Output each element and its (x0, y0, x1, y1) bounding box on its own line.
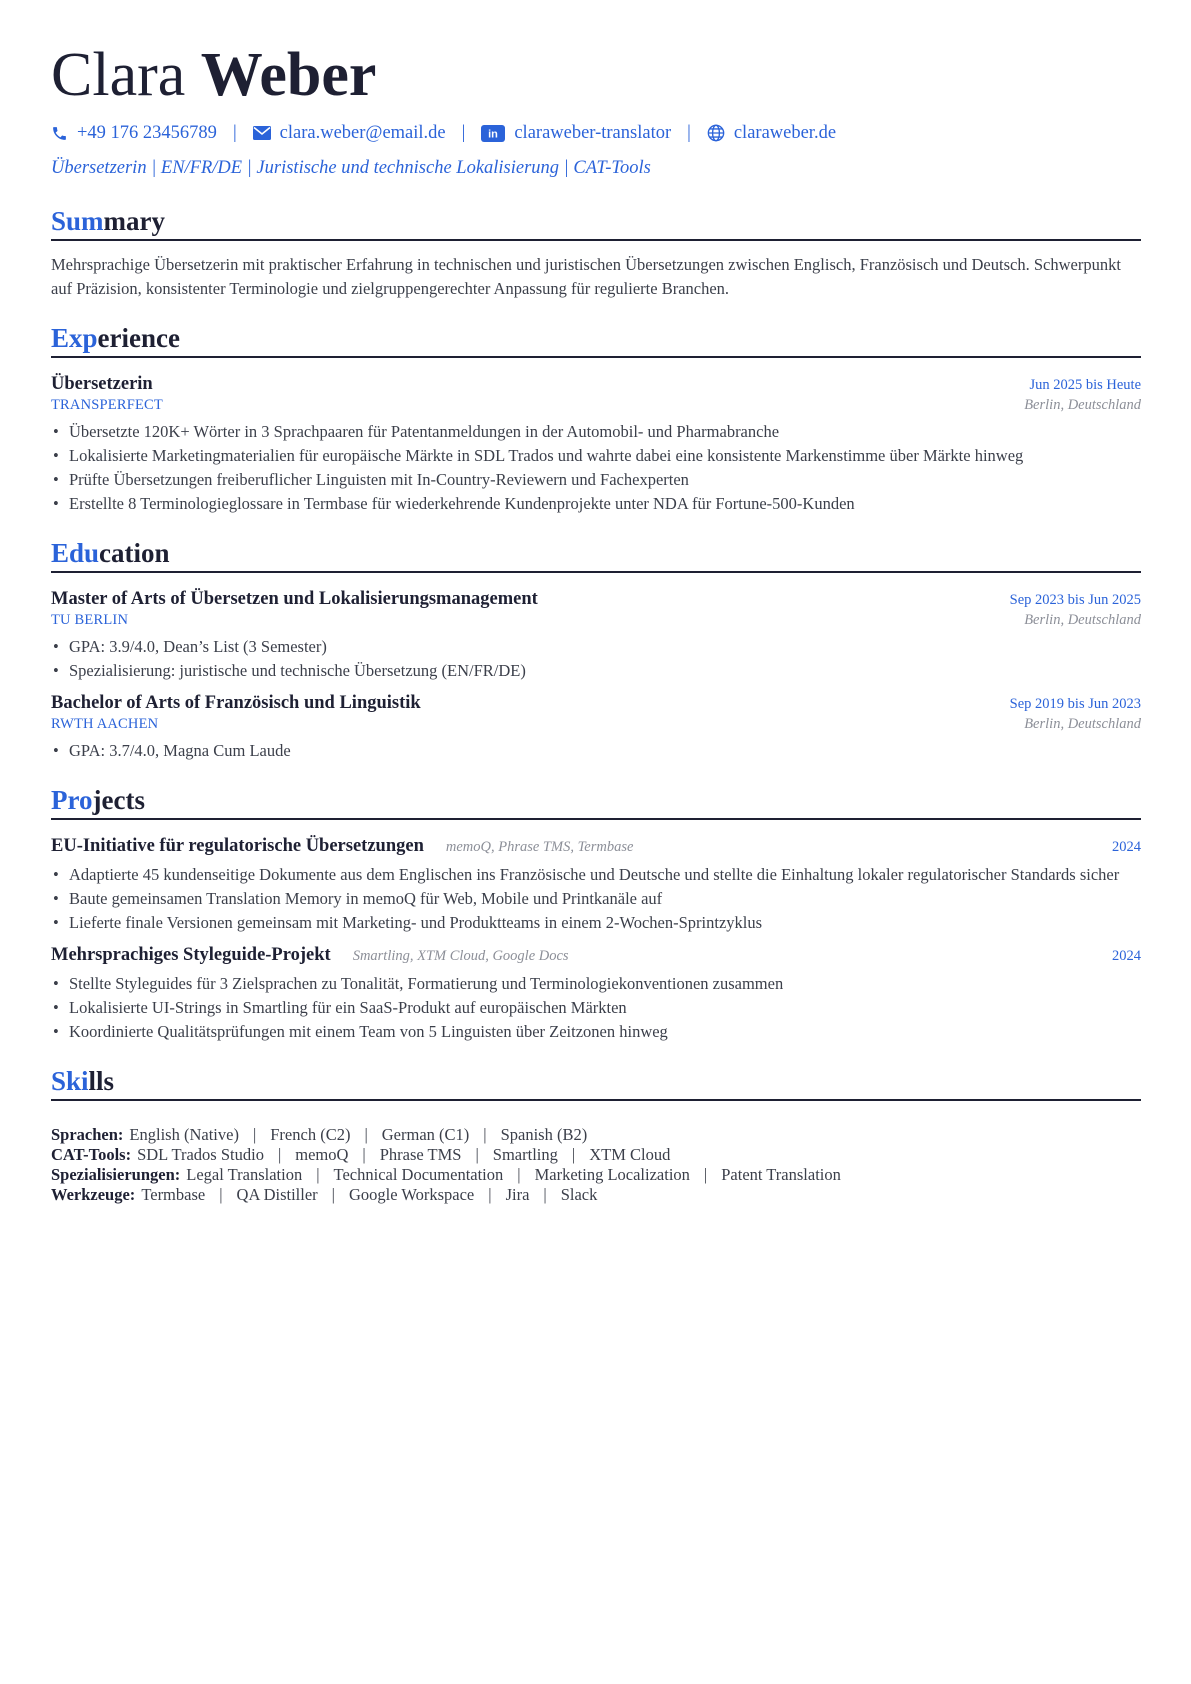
linkedin-text: claraweber-translator (514, 122, 672, 143)
project-tools: Smartling, XTM Cloud, Google Docs (352, 948, 569, 964)
date-range: Sep 2019 bis Jun 2023 (1009, 696, 1141, 712)
separator: | (316, 1165, 320, 1184)
bullet-item: • GPA: 3.7/4.0, Magna Cum Laude (51, 739, 1141, 763)
skill-category: Werkzeuge: (51, 1185, 136, 1204)
bullet-item: • Erstellte 8 Terminologieglossare in Termbase für wiederkehrende Kundenprojekte unter NDA für Fortune-500-Kunden (51, 492, 1141, 516)
title-rest: erience (97, 323, 180, 353)
skill-row (51, 1165, 1141, 1185)
skill-item: Google Workspace (348, 1185, 475, 1204)
skill-row (51, 1125, 1141, 1145)
skill-item: Slack (560, 1185, 598, 1204)
title-rest: jects (92, 785, 145, 815)
project-date: 2024 (1112, 948, 1141, 964)
bullet-list (51, 420, 1141, 516)
bullet-list (51, 863, 1141, 935)
bullet-item: • Prüfte Übersetzungen freiberuflicher Linguisten mit In-Country-Reviewern und Fachexperten (51, 468, 1141, 492)
bullet-item: • Stellte Styleguides für 3 Zielsprachen zu Tonalität, Formatierung und Terminologiekonventionen zusammen (51, 972, 1141, 996)
bullet-list (51, 739, 1141, 763)
bullet-item: • Baute gemeinsamen Translation Memory in memoQ für Web, Mobile und Printkanäle auf (51, 887, 1141, 911)
separator: | (517, 1165, 521, 1184)
skill-item: Jira (505, 1185, 530, 1204)
title-rest: lls (88, 1066, 115, 1096)
phone-icon (51, 125, 68, 142)
bullet-item: • Adaptierte 45 kundenseitige Dokumente aus dem Englischen ins Französische und Deutsche und stellte die Einhaltung lokaler regulatorischer Standards sicher (51, 863, 1141, 887)
section-title (51, 536, 1141, 573)
experience-section (51, 321, 1141, 516)
project-tools: memoQ, Phrase TMS, Termbase (445, 839, 634, 855)
skill-item: Termbase (141, 1185, 206, 1204)
project-date: 2024 (1112, 839, 1141, 855)
skill-item: Phrase TMS (379, 1145, 462, 1164)
bullet-item: • GPA: 3.9/4.0, Dean’s List (3 Semester) (51, 635, 1141, 659)
education-section (51, 536, 1141, 763)
website-text: claraweber.de (733, 122, 837, 143)
education-entry (51, 693, 1141, 763)
linkedin-icon (481, 125, 505, 142)
email-text: clara.weber@email.de (279, 122, 446, 143)
job-title: Übersetzerin (51, 374, 153, 394)
bullet-item: • Lokalisierte UI-Strings in Smartling für ein SaaS-Produkt auf europäischen Märkten (51, 996, 1141, 1020)
skill-item: QA Distiller (236, 1185, 318, 1204)
contact-linkedin[interactable] (481, 123, 671, 144)
education-entry (51, 589, 1141, 683)
bullet-list (51, 972, 1141, 1044)
separator: | (571, 1145, 576, 1164)
skill-item: Smartling (492, 1145, 558, 1164)
section-title (51, 204, 1141, 241)
skill-category: Sprachen: (51, 1125, 124, 1144)
skill-item: French (C2) (270, 1125, 351, 1144)
title-rest: cation (99, 538, 170, 568)
bullet-item: • Übersetzte 120K+ Wörter in 3 Sprachpaaren für Patentanmeldungen in der Automobil- und Pharmabranche (51, 420, 1141, 444)
skills-section (51, 1064, 1141, 1205)
skill-item: Spanish (B2) (500, 1125, 588, 1144)
skill-item: Legal Translation (186, 1165, 303, 1184)
last-name: Weber (200, 41, 377, 109)
skill-category: Spezialisierungen: (51, 1165, 181, 1184)
separator: | (219, 1185, 223, 1204)
separator: | (232, 122, 237, 143)
summary-text: Mehrsprachige Übersetzerin mit praktischer Erfahrung in technischen und juristischen Übersetzungen zwischen Englisch, Französisch und Deutsch. Schwerpunkt auf Präzision, konsistenter Terminologie und zielgruppengerechter Anpassung für regulierte Branchen. (51, 255, 1121, 298)
title-rest: mary (103, 206, 166, 236)
globe-icon (707, 124, 725, 142)
summary-section (51, 204, 1141, 301)
section-title (51, 783, 1141, 820)
project-title: Mehrsprachiges Styleguide-Projekt (51, 945, 331, 965)
skill-row (51, 1185, 1141, 1205)
skill-item: German (C1) (381, 1125, 470, 1144)
school-name: TU BERLIN (51, 612, 129, 628)
degree-title: Master of Arts of Übersetzen und Lokalisierungsmanagement (51, 589, 538, 609)
section-title (51, 321, 1141, 358)
skills-list (51, 1125, 1141, 1205)
separator: | (543, 1185, 547, 1204)
date-range: Sep 2023 bis Jun 2025 (1009, 592, 1141, 608)
school-name: RWTH AACHEN (51, 716, 159, 732)
skill-item: Technical Documentation (333, 1165, 504, 1184)
title-accent: Ski (51, 1066, 89, 1096)
skill-item: XTM Cloud (589, 1145, 671, 1164)
project-entry (51, 945, 1141, 1044)
separator: | (331, 1185, 335, 1204)
degree-title: Bachelor of Arts of Französisch und Linguistik (51, 693, 421, 713)
separator: | (364, 1125, 368, 1144)
project-title: EU-Initiative für regulatorische Übersetzungen (51, 836, 424, 856)
separator: | (362, 1145, 366, 1164)
skill-item: Marketing Localization (534, 1165, 690, 1184)
bullet-item: • Lieferte finale Versionen gemeinsam mit Marketing- und Produktteams in einem 2-Wochen-Sprintzyklus (51, 911, 1141, 935)
bullet-item: • Lokalisierte Marketingmaterialien für europäische Märkte in SDL Trados und wahrte dabei eine konsistente Markenstimme über Märkte hinweg (51, 444, 1141, 468)
location: Berlin, Deutschland (1024, 612, 1141, 628)
separator: | (277, 1145, 282, 1164)
title-accent: Sum (51, 206, 104, 236)
separator: | (461, 122, 466, 143)
experience-entry (51, 374, 1141, 516)
contact-email[interactable] (253, 123, 446, 144)
bullet-item: • Koordinierte Qualitätsprüfungen mit einem Team von 5 Linguisten über Zeitzonen hinweg (51, 1020, 1141, 1044)
phone-text: +49 176 23456789 (77, 122, 217, 143)
date-range: Jun 2025 bis Heute (1029, 377, 1141, 393)
bullet-list (51, 635, 1141, 683)
contact-phone[interactable] (51, 123, 217, 144)
skill-item: SDL Trados Studio (137, 1145, 264, 1164)
separator: | (252, 1125, 257, 1144)
email-icon (253, 126, 271, 140)
separator: | (483, 1125, 487, 1144)
skill-item: English (Native) (129, 1125, 239, 1144)
contact-bar (51, 120, 1141, 146)
projects-section (51, 783, 1141, 1044)
section-title (51, 1064, 1141, 1101)
tagline: Übersetzerin | EN/FR/DE | Juristische und technische Lokalisierung | CAT-Tools (51, 158, 651, 178)
title-accent: Pro (51, 785, 93, 815)
skill-item: memoQ (295, 1145, 349, 1164)
separator: | (488, 1185, 492, 1204)
skill-item: Patent Translation (721, 1165, 841, 1184)
candidate-name (51, 38, 1141, 112)
project-entry (51, 836, 1141, 935)
svg-text:in: in (488, 128, 499, 140)
bullet-item: • Spezialisierung: juristische und technische Übersetzung (EN/FR/DE) (51, 659, 1141, 683)
separator: | (687, 122, 691, 143)
first-name: Clara (51, 41, 186, 109)
title-accent: Exp (51, 323, 98, 353)
skill-category: CAT-Tools: (51, 1145, 132, 1164)
title-accent: Edu (51, 538, 100, 568)
contact-website[interactable] (707, 123, 836, 144)
separator: | (475, 1145, 479, 1164)
company-name: TRANSPERFECT (51, 397, 163, 413)
separator: | (703, 1165, 708, 1184)
location: Berlin, Deutschland (1024, 716, 1141, 732)
skill-row (51, 1145, 1141, 1165)
location: Berlin, Deutschland (1024, 397, 1141, 413)
